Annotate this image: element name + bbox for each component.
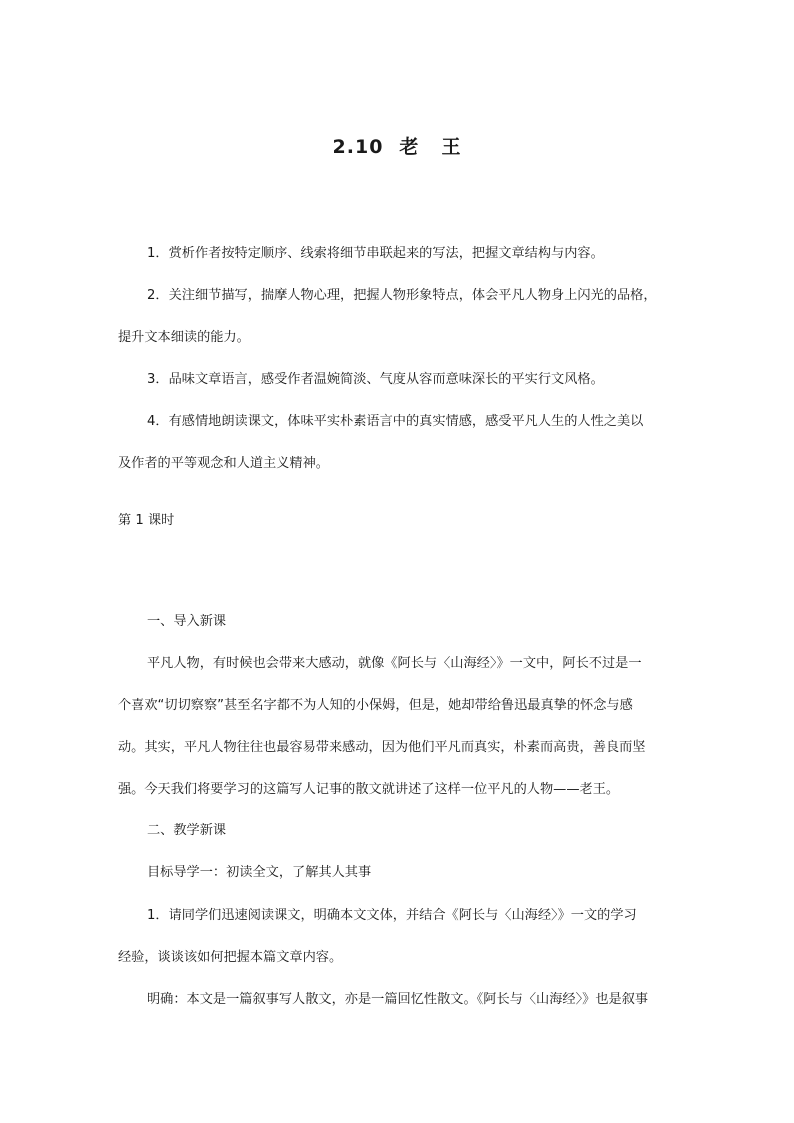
intro-line-3: 动。其实，平凡人物往往也最容易带来感动，因为他们平凡而真实，朴素而高贵，善良而坚 — [118, 740, 646, 755]
goal-2-line-2: 提升文本细读的能力。 — [118, 330, 250, 345]
title-char-1: 老 — [399, 136, 420, 158]
goal-4-line-1: 4．有感情地朗读课文，体味平实朴素语言中的真实情感，感受平凡人生的人性之美以 — [147, 414, 644, 429]
intro-line-4: 强。今天我们将要学习的这篇写人记事的散文就讲述了这样一位平凡的人物——老王。 — [118, 782, 620, 797]
goal-2 — [118, 275, 680, 359]
question-1 — [118, 895, 680, 979]
lesson-heading: 第 1 课时 — [118, 513, 175, 528]
section-2-heading: 二、教学新课 — [147, 823, 227, 838]
document-title — [0, 132, 794, 159]
title-number: 2.10 — [332, 136, 384, 158]
target-1-heading: 目标导学一：初读全文，了解其人其事 — [147, 865, 372, 880]
intro-line-1: 平凡人物，有时候也会带来大感动，就像《阿长与〈山海经〉》一文中，阿长不过是一 — [147, 656, 642, 671]
intro-line-2: 个喜欢“切切察察”甚至名字都不为人知的小保姆，但是，她却带给鲁迅最真挚的怀念与感 — [118, 698, 633, 713]
goal-4 — [118, 401, 680, 485]
goal-4-line-2: 及作者的平等观念和人道主义精神。 — [118, 456, 329, 471]
title-char-2: 王 — [441, 136, 462, 158]
section-1-heading: 一、导入新课 — [147, 614, 227, 629]
question-1-line-1: 1．请同学们迅速阅读课文，明确本文文体，并结合《阿长与〈山海经〉》一文的学习 — [147, 908, 637, 923]
answer-paragraph: 明确：本文是一篇叙事写人散文，亦是一篇回忆性散文。《阿长与〈山海经〉》也是叙事 — [147, 992, 649, 1007]
intro-paragraph — [118, 643, 680, 811]
goal-2-line-1: 2．关注细节描写，揣摩人物心理，把握人物形象特点，体会平凡人物身上闪光的品格， — [147, 288, 657, 303]
question-1-line-2: 经验，谈谈该如何把握本篇文章内容。 — [118, 950, 343, 965]
goal-1: 1．赏析作者按特定顺序、线索将细节串联起来的写法，把握文章结构与内容。 — [147, 246, 604, 261]
goal-3: 3．品味文章语言，感受作者温婉简淡、气度从容而意味深长的平实行文风格。 — [147, 372, 604, 387]
